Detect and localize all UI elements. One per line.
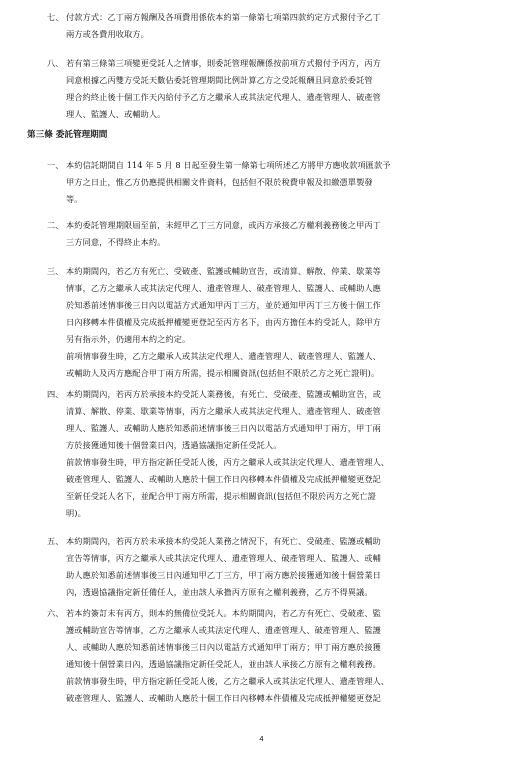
clause-line: 同意根據乙丙雙方受託天數佔委託管理期間比例計算乙方之受託報酬且同意於委託管 bbox=[66, 75, 373, 85]
clause-line: 清算、解散、停業、歇業等情事，丙方之繼承人或其法定代理人、遺產管理人、破產管 bbox=[66, 406, 381, 416]
clause-line: 另有指示外，仍適用本約之約定。 bbox=[66, 334, 191, 344]
clause-line: 理人、監護人、或輔助人應於知悉前述情事後三日內以電話方式通知甲丁兩方，甲丁兩 bbox=[66, 423, 381, 433]
clause-line: 兩方或各費用收取方。 bbox=[66, 29, 149, 39]
clause-number: 八、 bbox=[47, 58, 64, 68]
clause-line: 前款情事發生時，甲方指定新任受託人後，丙方之繼承人或其法定代理人、遺產管理人、 bbox=[66, 457, 390, 467]
clause-line: 破產管理人、監護人、或輔助人應於十個工作日內移轉本件債權及完成抵押權變更登記 bbox=[66, 474, 381, 484]
clause-line: 本約信託期間自 114 年 5 月 8 日起至發生第一條第七項所述乙方將甲方應收款項匯款予 bbox=[66, 160, 391, 170]
clause-line: 甲方之日止，惟乙方仍應提供相關文件資料，包括但不限於稅費申報及扣繳憑單製發 bbox=[66, 177, 373, 187]
clause-line: 破產管理人、監護人、或輔助人應於十個工作日內移轉本件債權及完成抵押權變更登記 bbox=[66, 693, 381, 703]
clause-line: 本約期間內，若丙方於未承接本約受託人業務之情況下，有死亡、受破產、監護或輔助 bbox=[66, 536, 381, 546]
clause-line: 前款情事發生時，甲方指定新任受託人後，乙方之繼承人或其法定代理人、遺產管理人、 bbox=[66, 676, 390, 686]
clause-line: 人、或輔助人應於知悉前述情事後三日內以電話方式通知甲丁兩方；甲丁兩方應於接獲 bbox=[66, 642, 381, 652]
clause-line: 本約期間內，若乙方有死亡、受破產、監護或輔助宣告，或清算、解散、停業、歇業等 bbox=[66, 266, 381, 276]
clause-line: 若本約簽訂未有丙方，則本約無備位受託人。本約期間內，若乙方有死亡、受破產、監 bbox=[66, 608, 381, 618]
clause-line: 付款方式：乙丁兩方報酬及各項費用係依本約第一條第七項第四款約定方式撥付予乙丁 bbox=[66, 12, 381, 22]
clause-line: 若有第三條第三項變更受託人之情事，則委託管理報酬係按前項方式撥付予丙方，丙方 bbox=[66, 58, 381, 68]
clause-line: 三方同意，不得終止本約。 bbox=[66, 237, 166, 247]
clause-line: 或輔助人及丙方應配合甲丁兩方所需，提示相關資訊(包括但不限於乙方之死亡證明)。 bbox=[66, 368, 380, 378]
clause-line: 通知後十個營業日內，透過協議指定新任受託人，並由該人承接乙方原有之權利義務。 bbox=[66, 659, 381, 669]
clause-line: 理合約終止後十個工作天內給付予乙方之繼承人或其法定代理人、遺產管理人、破產管 bbox=[66, 92, 381, 102]
clause-number: 一、 bbox=[47, 160, 64, 170]
section-title: 第三條 委託管理期間 bbox=[27, 130, 108, 140]
clause-line: 方於接獲通知後十個營業日內，透過協議指定新任受託人。 bbox=[66, 440, 282, 450]
clause-number: 二、 bbox=[47, 220, 64, 230]
clause-number: 三、 bbox=[47, 266, 64, 276]
clause-line: 護或輔助宣告等情事，乙方之繼承人或其法定代理人、遺產管理人、破產管理人、監護 bbox=[66, 625, 381, 635]
clause-line: 本約期間內，若丙方於承接本約受託人業務後，有死亡、受破產、監護或輔助宣告，或 bbox=[66, 389, 381, 399]
clause-line: 日內移轉本件債權及完成抵押權變更登記至丙方名下，由丙方擔任本約受託人，除甲方 bbox=[66, 317, 381, 327]
page-number: 4 bbox=[259, 734, 264, 743]
clause-line: 內，透過協議指定新任備任人，並由該人承擔丙方原有之權利義務，乙方不得異議。 bbox=[66, 587, 373, 597]
clause-line: 前項情事發生時，乙方之繼承人或其法定代理人、遺產管理人、破產管理人、監護人、 bbox=[66, 351, 381, 361]
clause-line: 宣告等情事，丙方之繼承人或其法定代理人、遺產管理人、破產管理人、監護人、或輔 bbox=[66, 553, 381, 563]
clause-line: 情事，乙方之繼承人或其法定代理人、遺產管理人、破產管理人、監護人、或輔助人應 bbox=[66, 283, 381, 293]
clause-line: 等。 bbox=[66, 194, 83, 204]
clause-line: 本約委託管理期限屆至前，未經甲乙丁三方同意，或丙方承接乙方權利義務後之甲丙丁 bbox=[66, 220, 381, 230]
clause-number: 四、 bbox=[47, 389, 64, 399]
clause-number: 五、 bbox=[47, 536, 64, 546]
clause-number: 六、 bbox=[47, 608, 64, 618]
clause-line: 理人、監護人、或輔助人。 bbox=[66, 109, 166, 119]
clause-number: 七、 bbox=[47, 12, 64, 22]
clause-line: 明)。 bbox=[66, 508, 86, 518]
clause-line: 助人應於知悉前述情事後三日內通知甲乙丁三方，甲丁兩方應於接獲通知後十個營業日 bbox=[66, 570, 381, 580]
clause-line: 至新任受託人名下，並配合甲丁兩方所需，提示相關資訊(包括但不限於丙方之死亡證 bbox=[66, 491, 376, 501]
clause-line: 於知悉前述情事後三日內以電話方式通知甲丙丁三方，並於通知甲丙丁三方後十個工作 bbox=[66, 300, 381, 310]
